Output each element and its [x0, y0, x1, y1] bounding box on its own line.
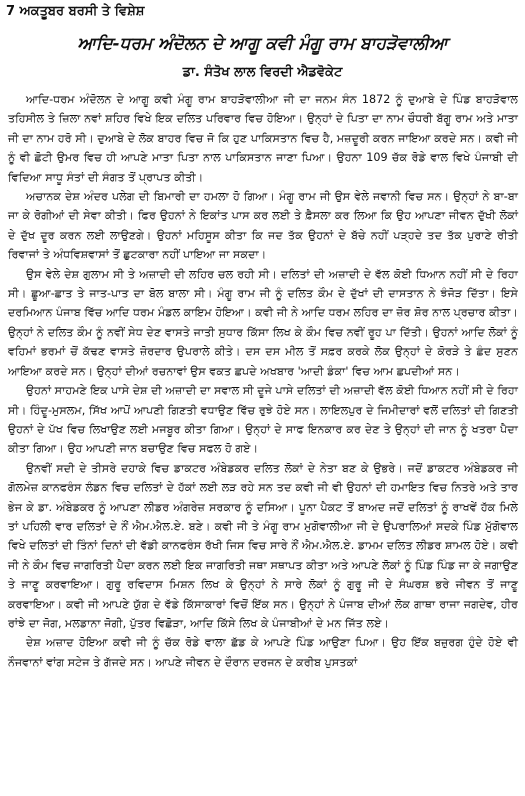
paragraph-2: ਅਚਾਨਕ ਦੇਸ਼ ਅੰਦਰ ਪਲੇਗ ਦੀ ਬਿਮਾਰੀ ਦਾ ਹਮਲਾ ਹੋ ਗਿਆ। ਮੰਗੂ ਰਾਮ ਜੀ ਉਸ ਵੇਲੇ ਜਵਾਨੀ ਵਿਚ ਸਨ। ਉਨ੍ਹਾਂ ਨੇ ਬਾ-ਬਾ ਜਾ ਕੇ ਰੋਗੀਆਂ ਦੀ ਸੇਵਾ ਕੀਤੀ। ਫਿਰ ਉਹਨਾਂ ਨੇ ਇਕਾਂਤ ਪਾਸ ਕਰ ਲਈ ਤੇ ਫ਼ੈਸਲਾ ਕਰ ਲਿਆ ਕਿ ਉਹ ਆਪਣਾ ਜੀਵਨ ਦੁੱਖੀ ਲੋਕਾਂ ਦੇ ਦੁੱਖ ਦੂਰ ਕਰਨ ਲਈ ਲਾਉਣਗੇ। ਉਹਨਾਂ ਮਹਿਸੂਸ ਕੀਤਾ ਕਿ ਜਦ ਤੱਕ ਉਹਨਾਂ ਦੇ ਬੱਚੇ ਨਹੀਂ ਪੜ੍ਹਦੇ ਤਦ ਤੱਕ ਪੁਰਾਣੇ ਰੀਤੀ ਰਿਵਾਜਾਂ ਤੇ ਅੰਧਵਿਸ਼ਵਾਸਾਂ ਤੋਂ ਛੁਟਕਾਰਾ ਨਹੀਂ ਪਾਇਆ ਜਾ ਸਕਦਾ।	[8, 190, 518, 262]
article-title: ਆਦਿ-ਧਰਮ ਅੰਦੋਲਨ ਦੇ ਆਗੂ ਕਵੀ ਮੰਗੂ ਰਾਮ ਬਾਹੜੋਵਾਲੀਆ	[77, 34, 448, 54]
paragraph-3: ਉਸ ਵੇਲੇ ਦੇਸ਼ ਗੁਲਾਮ ਸੀ ਤੇ ਅਜ਼ਾਦੀ ਦੀ ਲਹਿਰ ਚਲ ਰਹੀ ਸੀ। ਦਲਿਤਾਂ ਦੀ ਅਜ਼ਾਦੀ ਦੇ ਵੱਲ ਕੋਈ ਧਿਆਨ ਨਹੀਂ ਸੀ ਦੇ ਰਿਹਾ ਸੀ। ਛੂਆ-ਛਾਤ ਤੇ ਜਾਤ-ਪਾਤ ਦਾ ਬੋਲ ਬਾਲਾ ਸੀ। ਮੰਗੂ ਰਾਮ ਜੀ ਨੂੰ ਦਲਿਤ ਕੌਮ ਦੇ ਦੁੱਖਾਂ ਦੀ ਦਾਸਤਾਨ ਨੇ ਝੰਜੋੜ ਦਿੱਤਾ। ਇਸੇ ਦਰਮਿਆਨ ਪੰਜਾਬ ਵਿੱਚ ਆਦਿ ਧਰਮ ਮੰਡਲ ਕਾਇਮ ਹੋਇਆ। ਕਵੀ ਜੀ ਨੇ ਆਦਿ ਧਰਮ ਲਹਿਰ ਦਾ ਜ਼ੋਰ ਸ਼ੋਰ ਨਾਲ ਪ੍ਰਚਾਰ ਕੀਤਾ। ਉਨ੍ਹਾਂ ਨੇ ਦਲਿਤ ਕੌਮ ਨੂੰ ਨਵੀਂ ਸੇਧ ਦੇਣ ਵਾਸਤੇ ਜਾਤੀ ਸੁਧਾਰ ਕਿੱਸਾ ਲਿਖ ਕੇ ਕੌਮ ਵਿਚ ਨਵੀਂ ਰੂਹ ਪਾ ਦਿੱਤੀ। ਉਹਨਾਂ ਆਦਿ ਲੋਕਾਂ ਨੂੰ ਵਹਿਮਾਂ ਭਰਮਾਂ ਚੋਂ ਕੱਢਣ ਵਾਸਤੇ ਜ਼ੋਰਦਾਰ ਉਪਰਾਲੇ ਕੀਤੇ। ਦਸ ਦਸ ਮੀਲ ਤੋਂ ਸਫ਼ਰ ਕਰਕੇ ਲੋਕ ਉਨ੍ਹਾਂ ਦੇ ਕੋਰੜੇ ਤੇ ਛੰਦ ਸੁਣਨ ਆਇਆ ਕਰਦੇ ਸਨ। ਉਨ੍ਹਾਂ ਦੀਆਂ ਰਚਨਾਵਾਂ ਉਸ ਵਕਤ ਛਪਦੇ ਅਖਬਾਰ 'ਆਦੀ ਡੰਕਾ' ਵਿਚ ਆਮ ਛਪਦੀਆਂ ਸਨ।	[8, 267, 518, 378]
article-author: ਡਾ. ਸੰਤੋਖ ਲਾਲ ਵਿਰਦੀ ਐਡਵੋਕੇਟ	[182, 65, 343, 80]
anniversary-kicker: 7 ਅਕਤੂਬਰ ਬਰਸੀ ਤੇ ਵਿਸ਼ੇਸ਼	[6, 4, 145, 19]
paragraph-4: ਉਹਨਾਂ ਸਾਹਮਣੇ ਇਕ ਪਾਸੇ ਦੇਸ਼ ਦੀ ਅਜ਼ਾਦੀ ਦਾ ਸਵਾਲ ਸੀ ਦੂਜੇ ਪਾਸੇ ਦਲਿਤਾਂ ਦੀ ਅਜ਼ਾਦੀ ਵੱਲ ਕੋਈ ਧਿਆਨ ਨਹੀਂ ਸੀ ਦੇ ਰਿਹਾ ਸੀ। ਹਿੰਦੂ-ਮੁਸਲਮ, ਸਿੱਖ ਆਪੋਂ ਆਪਣੀ ਗਿਣਤੀ ਵਧਾਉਣ ਵਿੱਚ ਰੁਝੇ ਹੋਏ ਸਨ। ਲਾਇਲਪੁਰ ਦੇ ਜਿਮੀਦਾਰਾਂ ਵਲੋਂ ਦਲਿਤਾਂ ਦੀ ਗਿਣਤੀ ਉਹਨਾਂ ਦੇ ਪੱਖ ਵਿਚ ਲਿਖਾਉਣ ਲਈ ਮਜਬੂਰ ਕੀਤਾ ਗਿਆ। ਉਨ੍ਹਾਂ ਦੇ ਸਾਫ ਇਨਕਾਰ ਕਰ ਦੇਣ ਤੇ ਉਨ੍ਹਾਂ ਦੀ ਜਾਨ ਨੂੰ ਖਤਰਾ ਪੈਦਾ ਕੀਤਾ ਗਿਆ। ਉਹ ਆਪਣੀ ਜਾਨ ਬਚਾਉਣ ਵਿਚ ਸਫਲ ਹੋ ਗਏ।	[8, 384, 518, 456]
paragraph-5: ਉਨਵੀਂ ਸਦੀ ਦੇ ਤੀਸਰੇ ਦਹਾਕੇ ਵਿਚ ਡਾਕਟਰ ਅੰਬੇਡਕਰ ਦਲਿਤ ਲੋਕਾਂ ਦੇ ਨੇਤਾ ਬਣ ਕੇ ਉਭਰੇ। ਜਦੋਂ ਡਾਕਟਰ ਅੰਬੇਡਕਰ ਜੀ ਗੋਲਮੇਜ਼ ਕਾਨਫਰੰਸ ਲੰਡਨ ਵਿਚ ਦਲਿਤਾਂ ਦੇ ਹੱਕਾਂ ਲਈ ਲੜ ਰਹੇ ਸਨ ਤਦ ਕਵੀ ਜੀ ਵੀ ਉਹਨਾਂ ਦੀ ਹਮਾਇਤ ਵਿਚ ਨਿਤਰੇ ਅਤੇ ਤਾਰ ਭੇਜ ਕੇ ਡਾ. ਅੰਬੇਡਕਰ ਨੂੰ ਆਪਣਾ ਲੀਡਰ ਅੰਗਰੇਜ਼ ਸਰਕਾਰ ਨੂੰ ਦਸਿਆ। ਪੂਨਾ ਪੈਕਟ ਤੋਂ ਬਾਅਦ ਜਦੋਂ ਦਲਿਤਾਂ ਨੂੰ ਰਾਖਵੇਂ ਹੱਕ ਮਿਲੇ ਤਾਂ ਪਹਿਲੀ ਵਾਰ ਦਲਿਤਾਂ ਦੇ ਨੌਂ ਐਮ.ਐਲ.ਏ. ਬਣੇ। ਕਵੀ ਜੀ ਤੇ ਮੰਗੂ ਰਾਮ ਮੁਗੋਵਾਲੀਆ ਜੀ ਦੇ ਉਪਰਾਲਿਆਂ ਸਦਕੇ ਪਿੰਡ ਮੁੱਗੋਵਾਲ ਵਿਖੇ ਦਲਿਤਾਂ ਦੀ ਤਿੰਨਾਂ ਦਿਨਾਂ ਦੀ ਵੱਡੀ ਕਾਨਫਰੰਸ ਰੱਖੀ ਜਿਸ ਵਿਚ ਸਾਰੇ ਨੌਂ ਐਮ.ਐਲ.ਏ. ਡਾਮਮ ਦਲਿਤ ਲੀਡਰ ਸ਼ਾਮਲ ਹੋਏ। ਕਵੀ ਜੀ ਨੇ ਕੌਮ ਵਿਚ ਜਾਗਰਿਤੀ ਪੈਦਾ ਕਰਨ ਲਈ ਇਕ ਜਾਗਰਿਤੀ ਜਥਾ ਸਥਾਪਤ ਕੀਤਾ ਅਤੇ ਆਪਣੇ ਲੋਕਾਂ ਨੂੰ ਪਿੰਡ ਪਿੰਡ ਜਾ ਕੇ ਜਗਾਉਣ ਤੇ ਜਾਣੂ ਕਰਵਾਇਆ। ਗੁਰੂ ਰਵਿਦਾਸ ਮਿਸ਼ਨ ਲਿਖ ਕੇ ਉਨ੍ਹਾਂ ਨੇ ਸਾਰੇ ਲੋਕਾਂ ਨੂੰ ਗੁਰੂ ਜੀ ਦੇ ਸੰਘਰਸ਼ ਭਰੇ ਜੀਵਨ ਤੋਂ ਜਾਣੂ ਕਰਵਾਇਆ। ਕਵੀ ਜੀ ਆਪਣੇ ਯੁੱਗ ਦੇ ਵੱਡੇ ਕਿੱਸਾਕਾਰਾਂ ਵਿਚੋਂ ਇੱਕ ਸਨ। ਉਨ੍ਹਾਂ ਨੇ ਪੰਜਾਬ ਦੀਆਂ ਲੋਕ ਗਾਥਾ ਰਾਜਾ ਜਗਦੇਵ, ਹੀਰ ਰਾਂਝੇ ਦਾ ਜੋਗ, ਮਲਡਾਨਾ ਜੋਗੀ, ਪੁੱਤਰ ਵਿਛੋੜਾ, ਆਦਿ ਕਿੱਸੇ ਲਿਖ ਕੇ ਪੰਜਾਬੀਆਂ ਦੇ ਮਨ ਜਿੱਤ ਲਏ।	[8, 461, 518, 630]
article-body	[8, 90, 518, 672]
paragraph-1: ਆਦਿ-ਧਰਮ ਅੰਦੋਲਨ ਦੇ ਆਗੂ ਕਵੀ ਮੰਗੂ ਰਾਮ ਬਾਹੜੋਵਾਲੀਆ ਜੀ ਦਾ ਜਨਮ ਸੰਨ 1872 ਨੂੰ ਦੁਆਬੇ ਦੇ ਪਿੰਡ ਬਾਹੜੋਵਾਲ ਤਹਿਸੀਲ ਤੇ ਜ਼ਿਲਾ ਨਵਾਂ ਸ਼ਹਿਰ ਵਿਖੇ ਇਕ ਦਲਿਤ ਪਰਿਵਾਰ ਵਿਚ ਹੋਇਆ। ਉਨ੍ਹਾਂ ਦੇ ਪਿਤਾ ਦਾ ਨਾਮ ਚੌਧਰੀ ਬੱਗੂ ਰਾਮ ਅਤੇ ਮਾਤਾ ਜੀ ਦਾ ਨਾਮ ਹਰੋ ਸੀ। ਦੁਆਬੇ ਦੇ ਲੋਕ ਬਾਹਰ ਵਿਚ ਜੋ ਕਿ ਹੁਣ ਪਾਕਿਸਤਾਨ ਵਿਚ ਹੈ, ਮਜ਼ਦੂਰੀ ਕਰਨ ਜਾਇਆ ਕਰਦੇ ਸਨ। ਕਵੀ ਜੀ ਨੂੰ ਵੀ ਛੋਟੀ ਉਮਰ ਵਿਚ ਹੀ ਆਪਣੇ ਮਾਤਾ ਪਿਤਾ ਨਾਲ ਪਾਕਿਸਤਾਨ ਜਾਣਾ ਪਿਆ। ਉਹਨਾ 109 ਚੱਕ ਰੋਡੇ ਵਾਲ ਵਿਖੇ ਪੰਜਾਬੀ ਦੀ ਵਿਦਿਆ ਸਾਧੂ ਸੰਤਾਂ ਦੀ ਸੰਗਤ ਤੋਂ ਪ੍ਰਾਪਤ ਕੀਤੀ।	[8, 93, 518, 184]
paragraph-6: ਦੇਸ਼ ਅਜ਼ਾਦ ਹੋਇਆ ਕਵੀ ਜੀ ਨੂੰ ਚੱਕ ਰੋਡੇ ਵਾਲਾ ਛੱਡ ਕੇ ਆਪਣੇ ਪਿੰਡ ਆਉਣਾ ਪਿਆ। ਉਹ ਇੱਕ ਬਜ਼ੁਰਗ ਹੁੰਦੇ ਹੋਏ ਵੀ ਨੌਜਵਾਨਾਂ ਵਾਂਗ ਸਟੇਜ ਤੇ ਗੱਜਦੇ ਸਨ। ਆਪਣੇ ਜੀਵਨ ਦੇ ਦੌਰਾਨ ਦਰਜਨ ਦੇ ਕਰੀਬ ਪੁਸਤਕਾਂ	[8, 636, 518, 669]
